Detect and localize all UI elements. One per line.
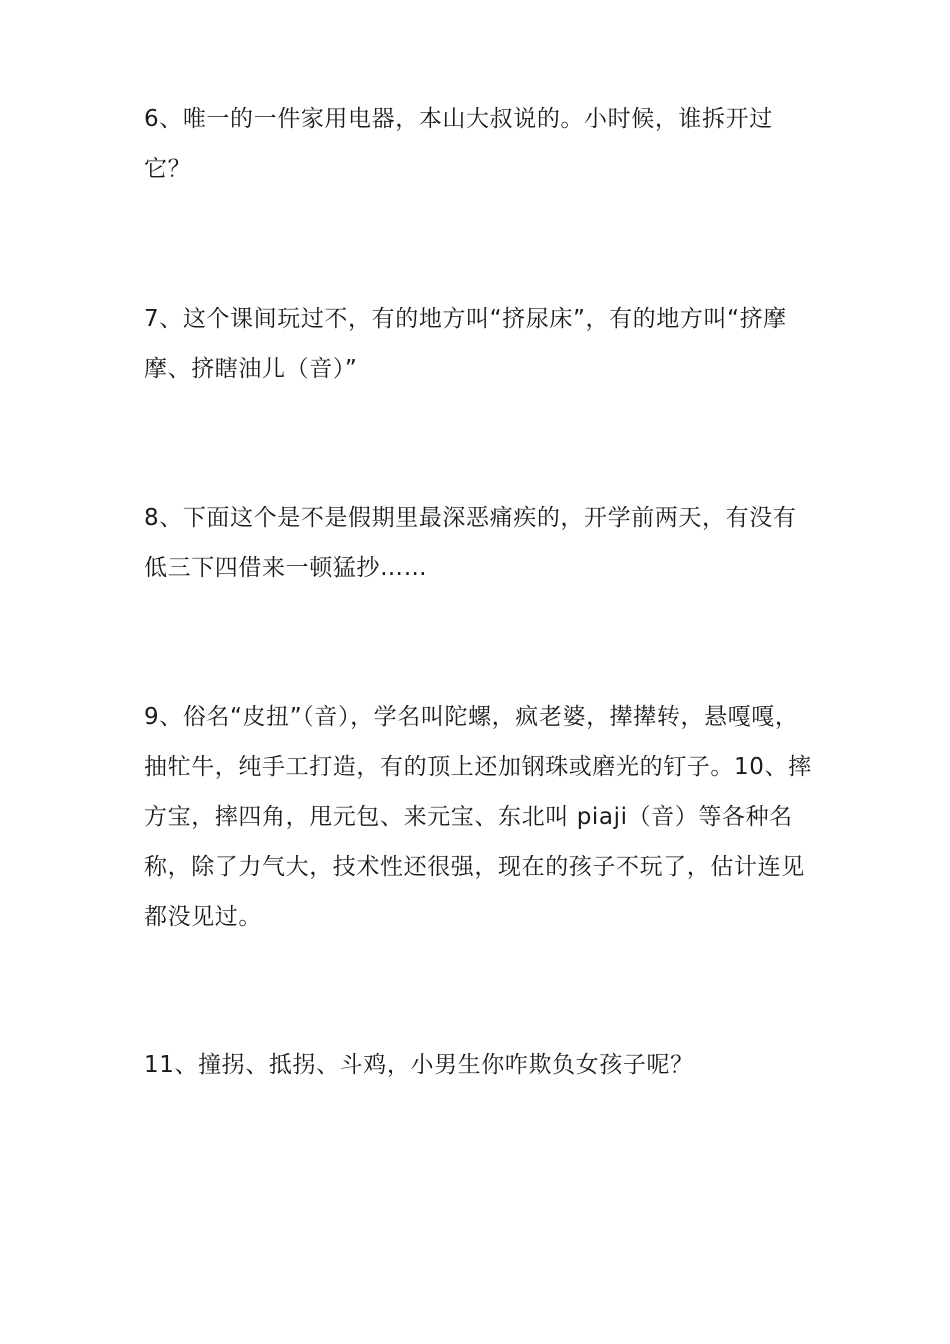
paragraph-7: 7、这个课间玩过不，有的地方叫“挤尿床”，有的地方叫“挤摩摩、挤瞎油儿（音）”	[144, 306, 787, 382]
paragraph-11: 11、撞拐、抵拐、斗鸡，小男生你咋欺负女孩子呢？	[144, 1052, 694, 1078]
paragraph-8: 8、下面这个是不是假期里最深恶痛疾的，开学前两天，有没有低三下四借来一顿猛抄……	[144, 505, 797, 581]
paragraph-9-10: 9、俗名“皮扭”（音），学名叫陀螺，疯老婆，撵撵转，悬嘎嘎，抽牤牛，纯手工打造，有的顶上还加钢珠或磨光的钉子。10、摔方宝，摔四角，甩元包、来元宝、东北叫 piaji（音）等各种名称，除了力气大，技术性还很强，现在的孩子不玩了，估计连见都没见过。	[144, 704, 812, 930]
paragraph-6: 6、唯一的一件家用电器，本山大叔说的。小时候，谁拆开过它？	[144, 106, 773, 182]
